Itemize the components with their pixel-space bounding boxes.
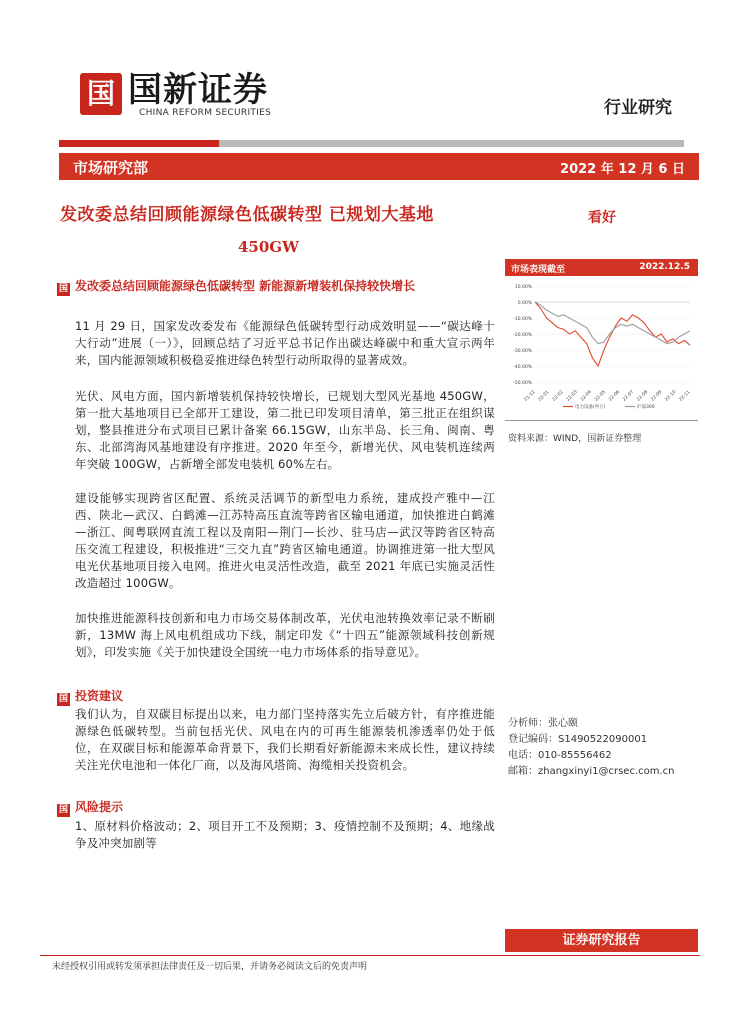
logo-text-cn: 国新证券 [128, 70, 268, 110]
section-icon: 国 [58, 284, 68, 294]
analyst-phone: 电话：010-85556462 [508, 750, 612, 761]
paragraph-6: 1、原材料价格波动；2、项目开工不及预期；3、疫情控制不及预期；4、地缘战争及冲突加剧等 [75, 819, 495, 850]
x-tick-label: 22-01 [537, 389, 551, 403]
report-badge: 证券研究报告 [505, 929, 698, 952]
headline: 发改委总结回顾能源绿色低碳转型 已规划大基地 [60, 205, 434, 225]
paragraph-1: 11 月 29 日，国家发改委发布《能源绿色低碳转型行动成效明显——“碳达峰十大行动”进展（一）》，回顾总结了习近平总书记作出碳达峰碳中和重大宣示两年来，国内能源领域积极稳妥推进绿色转型行动所取得的显著成效。 [75, 319, 495, 367]
section-title-text: 投资建议 [75, 689, 124, 703]
disclaimer: 未经授权引用或转发须承担法律责任及一切后果，并请务必阅读文后的免责声明 [52, 962, 368, 972]
section-title-text: 发改委总结回顾能源绿色低碳转型 新能源新增装机保持较快增长 [75, 279, 416, 293]
section-title-2 [57, 687, 123, 706]
x-tick-label: 22-06 [608, 389, 621, 403]
logo-mark [80, 73, 122, 115]
x-tick-label: 22-11 [678, 389, 692, 403]
report-date: 2022 年 12 月 6 日 [560, 162, 685, 177]
legend-label: 电力设备(申万) [575, 405, 606, 410]
legend-label: 沪深300 [637, 405, 655, 410]
footer-rule [40, 955, 700, 956]
x-tick-label: 22-05 [594, 389, 607, 403]
rating: 看好 [588, 210, 616, 226]
y-tick-label: -50.00% [513, 381, 532, 386]
y-tick-label: -20.00% [513, 333, 532, 338]
header-divider-accent [59, 140, 219, 147]
y-tick-label: -30.00% [513, 349, 532, 354]
analyst-info [508, 716, 675, 780]
x-tick-label: 22-02 [551, 389, 565, 403]
analyst-name: 分析师：张心颐 [508, 718, 578, 729]
chart-header [505, 259, 698, 276]
x-tick-label: 22-10 [664, 389, 678, 403]
market-performance-chart [505, 278, 698, 418]
section-icon: 国 [58, 694, 68, 704]
analyst-reg: 登记编码：S1490522090001 [508, 734, 648, 745]
paragraph-5: 我们认为，自双碳目标提出以来，电力部门坚持落实先立后破方针，有序推进能源绿色低碳转型。当前包括光伏、风电在内的可再生能源装机渗透率仍处于低位，在双碳目标和能源革命背景下，我们长期看好新能源未来成长性，建议持续关注光伏电池和一体化厂商，以及海风塔筒、海缆相关投资机会。 [75, 707, 495, 772]
logo-glyph: 国 [86, 77, 115, 110]
chart-header-date: 2022.12.5 [639, 262, 690, 272]
x-tick-label: 22-03 [565, 389, 579, 403]
chart-bottom-rule [505, 420, 698, 421]
department: 市场研究部 [73, 159, 149, 177]
section-title-1 [57, 277, 497, 296]
x-tick-label: 22-04 [579, 389, 593, 403]
x-tick-label: 22-07 [622, 389, 636, 403]
analyst-email[interactable]: 邮箱：zhangxinyi1@crsec.com.cn [508, 766, 675, 777]
paragraph-2: 光伏、风电方面，国内新增装机保持较快增长，已规划大型风光基地 450GW，第一批大基地项目已全部开工建设，第二批已印发项目清单，第三批正在组织谋划，整县推进分布式项目已累计备案 66.15GW，山东半岛、长三角、闽南、粤东、北部湾海风基地建设有序推进。2020 年至今，新增光伏、风电装机连续两年突破 100GW，占新增全部发电装机 60%左右。 [75, 389, 495, 471]
y-tick-label: -40.00% [513, 365, 532, 370]
x-tick-label: 21-12 [523, 389, 537, 403]
y-tick-label: 0.00% [517, 301, 532, 306]
paragraph-3: 建设能够实现跨省区配置、系统灵活调节的新型电力系统，建成投产雅中—江西、陕北—武汉、白鹤滩—江苏特高压直流等跨省区输电通道，加快推进白鹤滩—浙江、闽粤联网直流工程以及南阳—荆门—长沙、驻马店—武汉等跨省区特高压交流工程建设，积极推进“三交九直”跨省区输电通道。协调推进第一批大型风电光伏基地项目接入电网。推进火电灵活性改造，截至 2021 年底已实施灵活性改造超过 100GW。 [75, 491, 495, 590]
report-type: 行业研究 [604, 98, 672, 118]
department-bar [59, 153, 699, 180]
series-line [535, 302, 690, 344]
y-tick-label: 10.00% [514, 285, 532, 290]
paragraph-4: 加快推进能源科技创新和电力市场交易体制改革，光伏电池转换效率记录不断刷新，13MW 海上风电机组成功下线，制定印发《“十四五”能源领域科技创新规划》，印发实施《关于加快建设全国统一电力市场体系的指导意见》。 [75, 611, 495, 659]
section-title-text: 风险提示 [75, 800, 124, 814]
y-tick-label: -10.00% [513, 317, 532, 322]
chart-header-label: 市场表现截至 [511, 265, 566, 275]
x-tick-label: 22-08 [636, 389, 650, 403]
logo-text-en: CHINA REFORM SECURITIES [139, 108, 272, 118]
chart-source: 资料来源：WIND，国新证券整理 [508, 434, 642, 444]
headline-line2: 450GW [238, 238, 299, 256]
section-title-3 [57, 798, 123, 817]
section-icon: 国 [58, 805, 68, 815]
x-tick-label: 22-09 [650, 389, 664, 403]
